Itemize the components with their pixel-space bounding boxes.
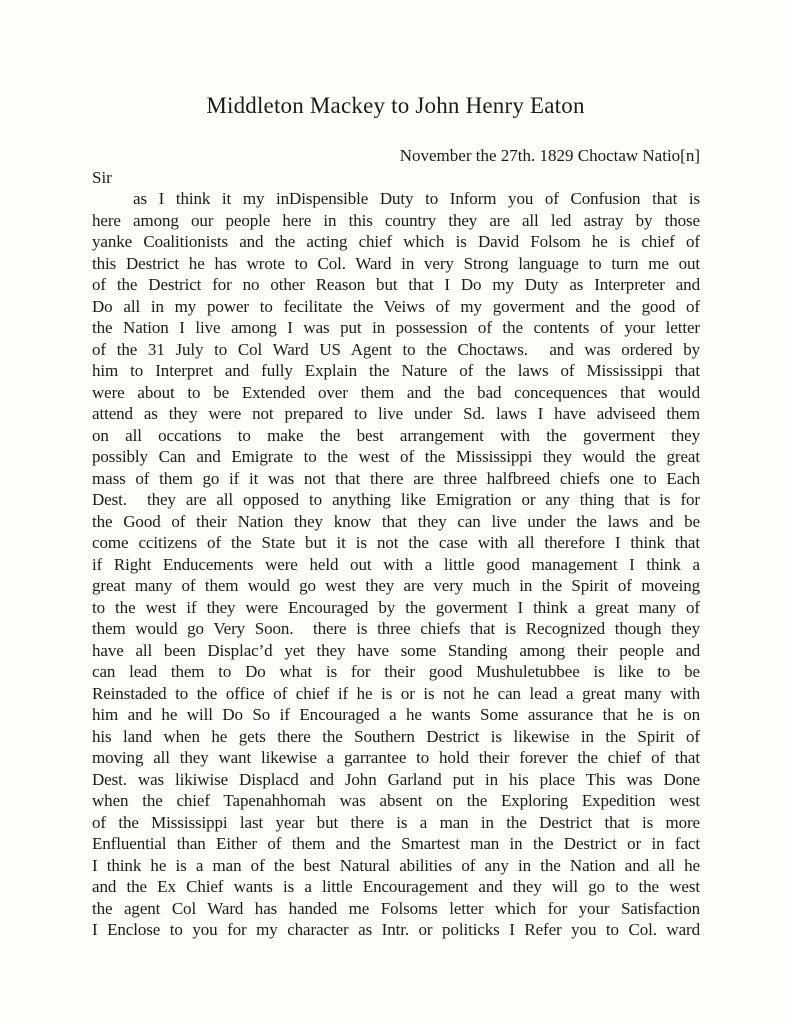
letter-line: I think he is a man of the best Natural abilities of any in the Nation and all he bbox=[92, 855, 700, 875]
letter-line: on all occations to make the best arrangement with the goverment they bbox=[92, 425, 700, 445]
letter-line: of the 31 July to Col Ward US Agent to the Choctaws. and was ordered by bbox=[92, 339, 700, 359]
letter-line: the Good of their Nation they know that they can live under the laws and be bbox=[92, 511, 700, 531]
letter-line: the agent Col Ward has handed me Folsoms letter which for your Satisfaction bbox=[92, 898, 700, 918]
letter-line: here among our people here in this country they are all led astray by those bbox=[92, 210, 700, 230]
letter-line: mass of them go if it was not that there are three halfbreed chiefs one to Each bbox=[92, 468, 700, 488]
letter-line: have all been Displac’d yet they have some Standing among their people and bbox=[92, 640, 700, 660]
letter-line: great many of them would go west they are very much in the Spirit of moveing bbox=[92, 576, 700, 595]
letter-line: come ccitizens of the State but it is not the case with all therefore I think that bbox=[92, 533, 700, 552]
letter-line: Reinstaded to the office of chief if he is or is not he can lead a great many with bbox=[92, 683, 700, 703]
letter-content bbox=[92, 145, 700, 941]
date-line: November the 27th. 1829 Choctaw Natio[n] bbox=[399, 146, 700, 165]
letter-line: possibly Can and Emigrate to the west of the Mississippi they would the great bbox=[92, 447, 700, 466]
letter-line: Dest. was likiwise Displacd and John Garland put in his place This was Done bbox=[92, 769, 700, 789]
letter-line: Dest. they are all opposed to anything like Emigration or any thing that is for bbox=[92, 490, 700, 509]
letter-line: I Enclose to you for my character as Intr. or politicks I Refer you to Col. ward bbox=[92, 920, 700, 939]
letter-line: Enfluential than Either of them and the Smartest man in the Destrict or in fact bbox=[92, 834, 700, 853]
letter-line: moving all they want likewise a garrantee to hold their forever the chief of that bbox=[92, 748, 700, 767]
letter-line: when the chief Tapenahhomah was absent on the Exploring Expedition west bbox=[92, 791, 700, 810]
letter-line: were about to be Extended over them and the bad concequences that would bbox=[92, 382, 700, 402]
letter-line: as I think it my inDispensible Duty to Inform you of Confusion that is bbox=[133, 189, 700, 208]
letter-line: him to Interpret and fully Explain the Nature of the laws of Mississippi that bbox=[92, 361, 700, 380]
letter-line: and the Ex Chief wants is a little Encouragement and they will go to the west bbox=[92, 877, 700, 896]
letter-line: him and he will Do So if Encouraged a he wants Some assurance that he is on bbox=[92, 705, 700, 724]
letter-line: attend as they were not prepared to live under Sd. laws I have adviseed them bbox=[92, 404, 700, 423]
letter-line: yanke Coalitionists and the acting chief which is David Folsom he is chief of bbox=[92, 232, 700, 251]
letter-line: his land when he gets there the Southern Destrict is likewise in the Spirit of bbox=[92, 726, 700, 746]
letter-body bbox=[92, 188, 700, 941]
salutation: Sir bbox=[92, 167, 112, 187]
page-title: Middleton Mackey to John Henry Eaton bbox=[206, 93, 585, 118]
letter-line: the Nation I live among I was put in possession of the contents of your letter bbox=[92, 318, 700, 337]
letter-line: Do all in my power to fecilitate the Veiws of my goverment and the good of bbox=[92, 296, 700, 316]
letter-line: can lead them to Do what is for their good Mushuletubbee is like to be bbox=[92, 662, 700, 681]
letter-line: to the west if they were Encouraged by the goverment I think a great many of bbox=[92, 597, 700, 617]
letter-line: this Destrict he has wrote to Col. Ward in very Strong language to turn me out bbox=[92, 253, 700, 273]
letter-line: of the Destrict for no other Reason but that I Do my Duty as Interpreter and bbox=[92, 275, 700, 294]
letter-line: if Right Enducements were held out with a little good management I think a bbox=[92, 554, 700, 574]
letter-line: them would go Very Soon. there is three chiefs that is Recognized though they bbox=[92, 619, 700, 638]
letter-line: of the Mississippi last year but there is a man in the Destrict that is more bbox=[92, 812, 700, 832]
